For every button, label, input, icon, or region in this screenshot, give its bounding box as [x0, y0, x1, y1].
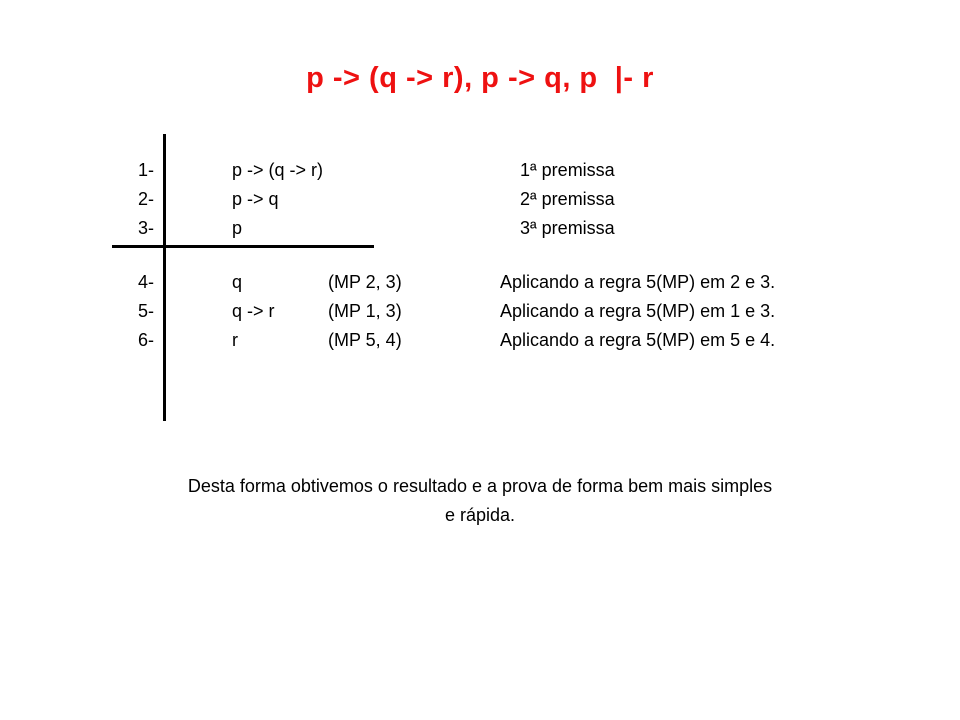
premise-separator	[112, 245, 374, 248]
rule-reference: (MP 5, 4)	[328, 330, 402, 350]
line-number: 6-	[138, 330, 155, 350]
formula: p -> (q -> r)	[232, 160, 324, 180]
proof-row-3	[0, 214, 960, 242]
formula: q -> r	[232, 301, 275, 321]
rule-reference: (MP 1, 3)	[328, 301, 402, 321]
justification: Aplicando a regra 5(MP) em 1 e 3.	[500, 301, 776, 321]
line-number: 1-	[138, 160, 155, 180]
conclusion-line-1: Desta forma obtivemos o resultado e a prova de forma bem mais simples	[187, 476, 773, 496]
proof-row-5	[0, 297, 960, 325]
line-number: 2-	[138, 189, 155, 209]
formula: r	[232, 330, 238, 350]
justification: 1ª premissa	[520, 160, 615, 180]
page-title: p -> (q -> r), p -> q, p |- r	[306, 62, 654, 94]
rule-reference: (MP 2, 3)	[328, 272, 402, 292]
line-number: 5-	[138, 301, 155, 321]
justification: 3ª premissa	[520, 218, 615, 238]
proof-row-1	[0, 156, 960, 184]
line-number: 4-	[138, 272, 155, 292]
conclusion-text	[100, 472, 860, 530]
conclusion-line-2: e rápida.	[444, 505, 516, 525]
justification: Aplicando a regra 5(MP) em 5 e 4.	[500, 330, 776, 350]
proof-row-4	[0, 268, 960, 296]
formula: q	[232, 272, 243, 292]
formula: p	[232, 218, 243, 238]
justification: Aplicando a regra 5(MP) em 2 e 3.	[500, 272, 776, 292]
formula: p -> q	[232, 189, 279, 209]
proof-row-2	[0, 185, 960, 213]
justification: 2ª premissa	[520, 189, 615, 209]
proof-row-6	[0, 326, 960, 354]
line-number: 3-	[138, 218, 155, 238]
